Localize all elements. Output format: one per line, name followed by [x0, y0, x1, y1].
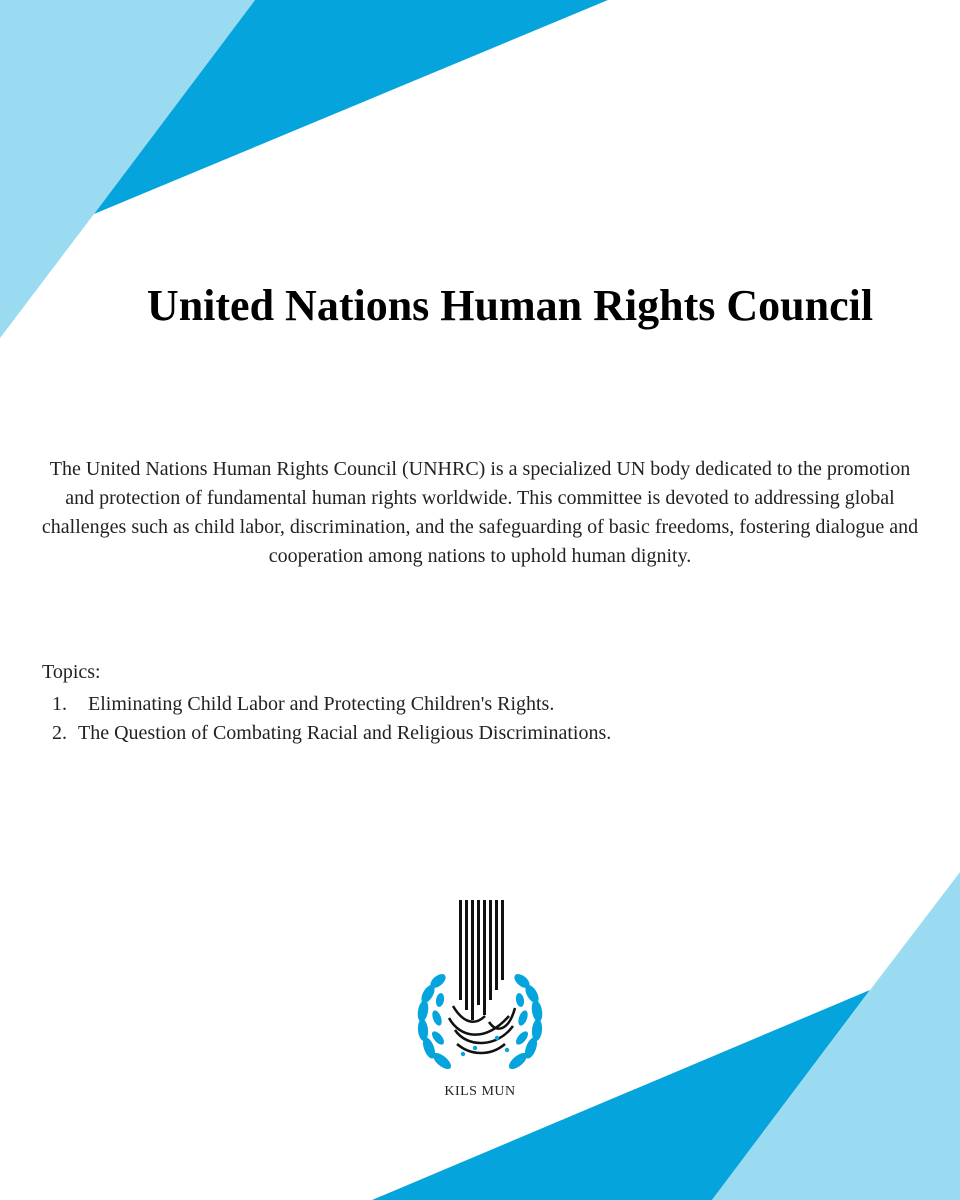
topics-heading: Topics:	[42, 661, 101, 683]
topic-number: 2.	[52, 722, 67, 744]
list-item	[52, 719, 611, 748]
calligraphy-base-icon	[449, 1006, 515, 1053]
topic-text: The Question of Combating Racial and Religious Discriminations.	[78, 722, 612, 744]
topics-list	[52, 690, 611, 748]
committee-description: The United Nations Human Rights Council (UNHRC) is a specialized UN body dedicated to the promotion and protection of fundamental human rights worldwide. This committee is devoted to addressing global challenges such as child labor, discrimination, and the safeguarding of basic freedoms, fostering dialogue and cooperation among nations to uphold human dignity.	[41, 458, 919, 567]
topic-text: Eliminating Child Labor and Protecting Children's Rights.	[88, 693, 555, 715]
page-title: United Nations Human Rights Council	[146, 281, 874, 330]
topic-number: 1.	[52, 693, 67, 715]
laurel-right-icon	[506, 971, 543, 1072]
calligraphy-strokes-icon	[459, 900, 504, 1020]
kils-mun-logo-icon	[405, 898, 555, 1108]
logo-text: KILS MUN	[444, 1084, 516, 1099]
laurel-left-icon	[416, 971, 453, 1072]
list-item	[52, 690, 611, 719]
